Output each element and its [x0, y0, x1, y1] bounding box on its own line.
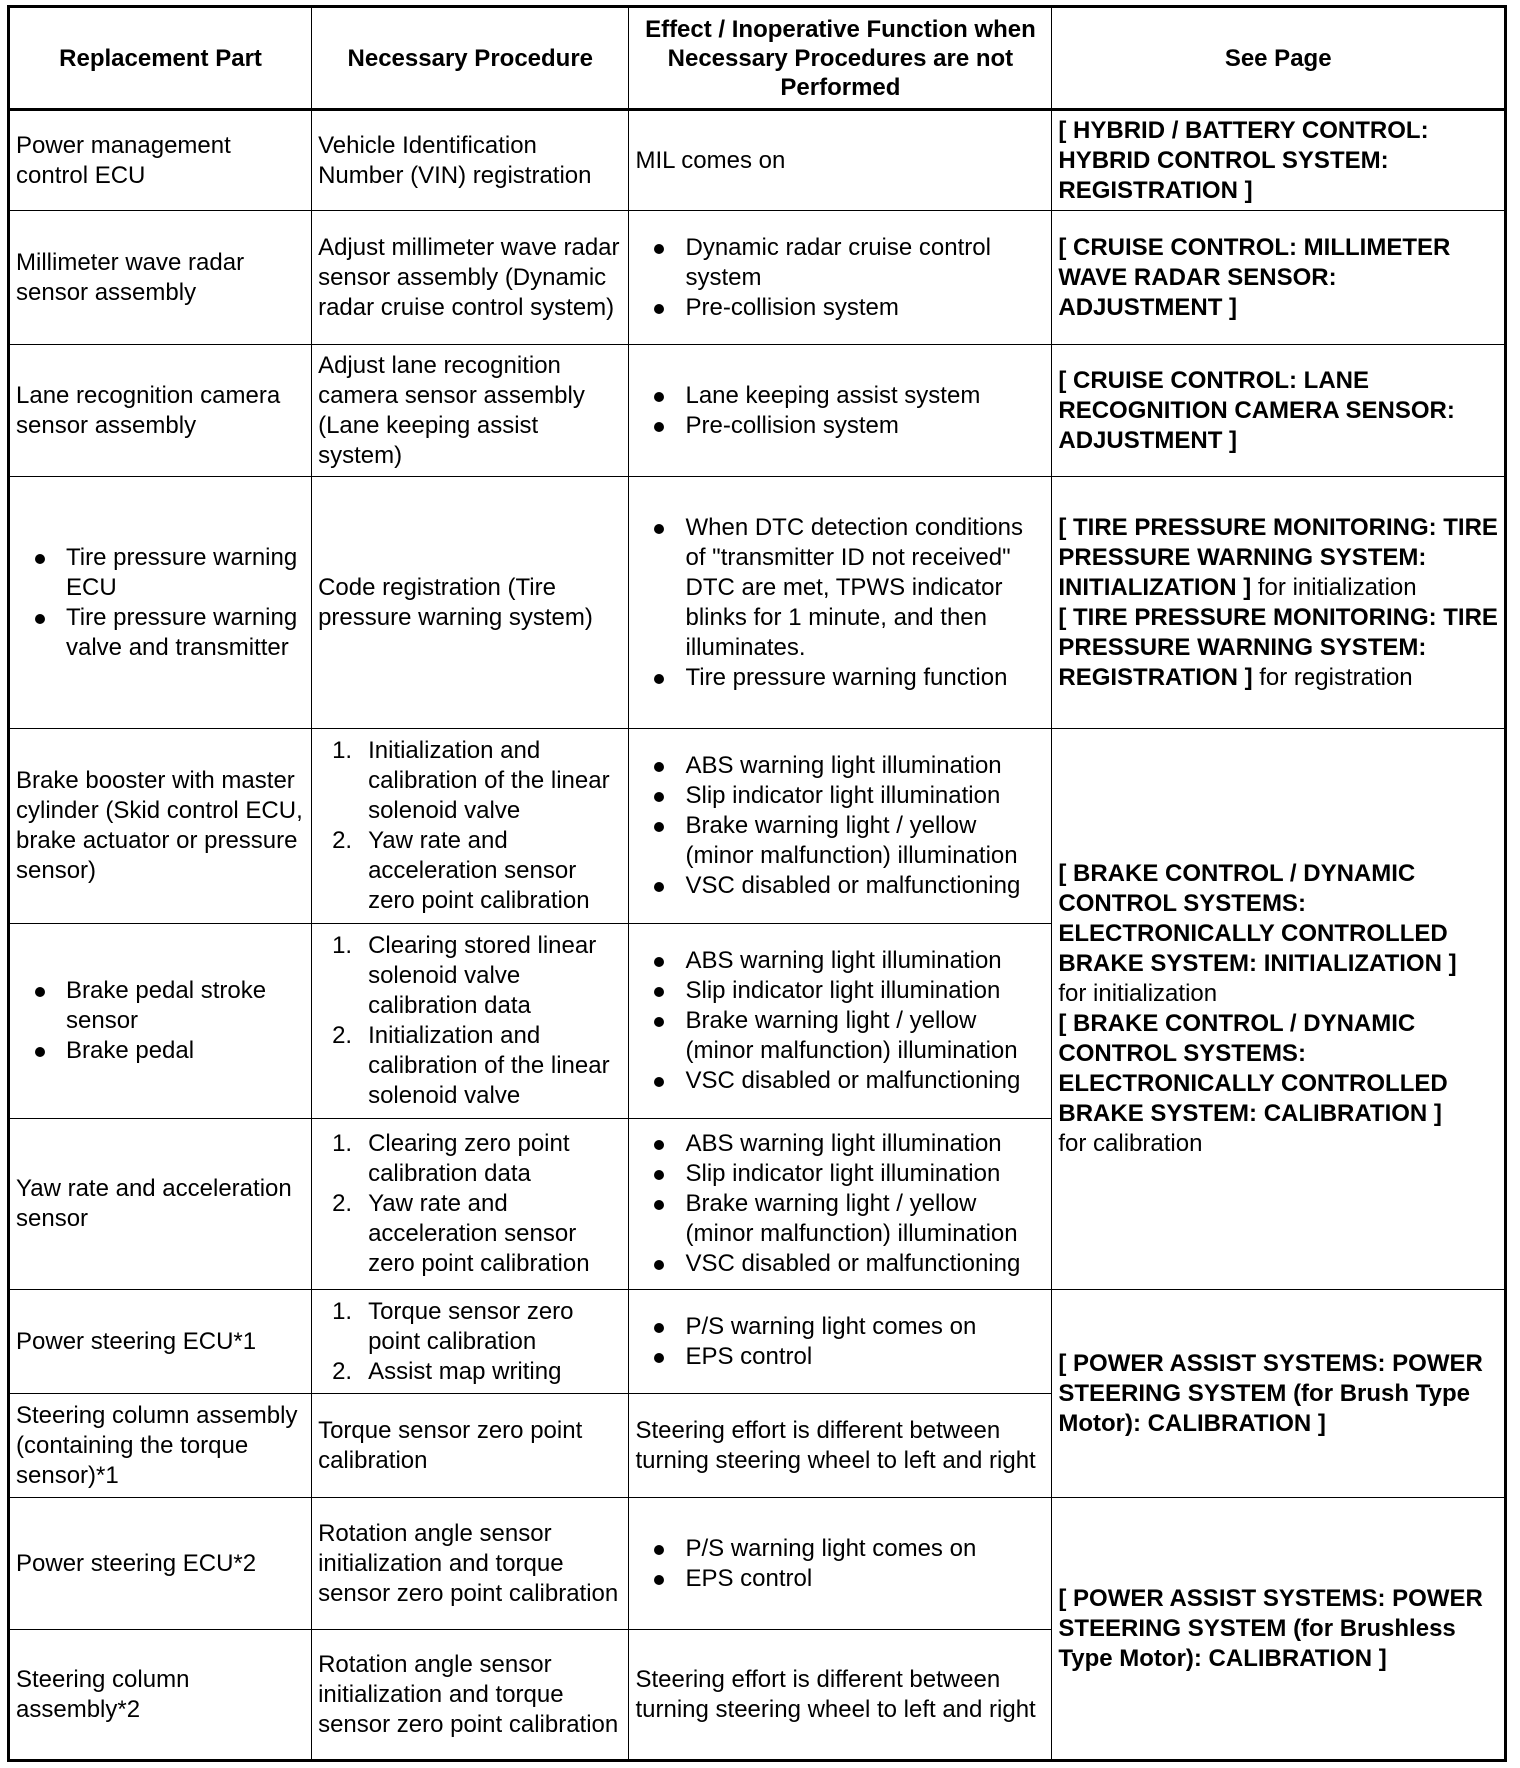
part-item: Brake pedal stroke sensor [16, 976, 305, 1036]
procedure-step: 2. Initialization and calibration of the linear solenoid valve [332, 1022, 610, 1109]
procedure-step: 1. Clearing zero point calibration data [332, 1130, 570, 1187]
effect-item: EPS control [635, 1342, 1045, 1372]
effect-item: When DTC detection conditions of "transmitter ID not received" DTC are met, TPWS indicator blinks for 1 minute, and then illuminates. [635, 513, 1045, 663]
header-replacement-part: Replacement Part [9, 7, 312, 110]
see-page-reference: [ POWER ASSIST SYSTEMS: POWER STEERING SYSTEM (for Brush Type Motor): CALIBRATION ] [1058, 1349, 1483, 1437]
procedure-step: 2. Assist map writing [332, 1357, 562, 1385]
part-item: Tire pressure warning ECU [16, 543, 305, 603]
effect-item: ABS warning light illumination [635, 751, 1045, 781]
cell-effect [629, 477, 1052, 729]
effect-item: Dynamic radar cruise control system [635, 233, 1045, 293]
effect-item: Brake warning light / yellow (minor malfunction) illumination [635, 1006, 1045, 1066]
cell-effect: MIL comes on [629, 110, 1052, 211]
cell-procedure: Torque sensor zero point calibration [312, 1394, 629, 1498]
cell-effect [629, 345, 1052, 477]
procedure-step: 1. Initialization and calibration of the linear solenoid valve [332, 737, 610, 824]
cell-procedure: Rotation angle sensor initialization and torque sensor zero point calibration [312, 1498, 629, 1630]
see-page-reference: [ POWER ASSIST SYSTEMS: POWER STEERING SYSTEM (for Brushless Type Motor): CALIBRATION ] [1058, 1584, 1483, 1672]
see-page-reference: [ HYBRID / BATTERY CONTROL: HYBRID CONTROL SYSTEM: REGISTRATION ] [1058, 116, 1429, 204]
header-effect: Effect / Inoperative Function when Necessary Procedures are not Performed [629, 7, 1052, 110]
see-page-reference: [ TIRE PRESSURE MONITORING: TIRE PRESSURE WARNING SYSTEM: REGISTRATION ] [1058, 603, 1498, 691]
effect-item: EPS control [635, 1564, 1045, 1594]
cell-replacement-part: Brake booster with master cylinder (Skid control ECU, brake actuator or pressure sensor) [9, 729, 312, 924]
cell-replacement-part: Steering column assembly*2 [9, 1630, 312, 1761]
header-see-page: See Page [1052, 7, 1506, 110]
cell-procedure [312, 1290, 629, 1394]
cell-replacement-part: Power management control ECU [9, 110, 312, 211]
procedure-step: 2. Yaw rate and acceleration sensor zero point calibration [332, 1190, 590, 1277]
cell-see-page [1052, 211, 1506, 345]
cell-effect [629, 1290, 1052, 1394]
header-necessary-procedure: Necessary Procedure [312, 7, 629, 110]
cell-replacement-part: Power steering ECU*1 [9, 1290, 312, 1394]
cell-effect [629, 1498, 1052, 1630]
effect-item: Slip indicator light illumination [635, 976, 1045, 1006]
cell-replacement-part [9, 924, 312, 1119]
procedure-step: 1. Clearing stored linear solenoid valve calibration data [332, 932, 597, 1019]
effect-item: VSC disabled or malfunctioning [635, 1066, 1045, 1096]
table-row [9, 1498, 1506, 1630]
cell-effect: Steering effort is different between turning steering wheel to left and right [629, 1630, 1052, 1761]
table-row [9, 345, 1506, 477]
see-page-suffix: for calibration [1058, 1130, 1203, 1157]
cell-see-page [1052, 729, 1506, 1290]
see-page-reference: [ TIRE PRESSURE MONITORING: TIRE PRESSURE WARNING SYSTEM: INITIALIZATION ] [1058, 513, 1498, 601]
effect-item: VSC disabled or malfunctioning [635, 871, 1045, 901]
cell-effect [629, 924, 1052, 1119]
cell-effect: Steering effort is different between turning steering wheel to left and right [629, 1394, 1052, 1498]
see-page-reference: [ CRUISE CONTROL: LANE RECOGNITION CAMERA SENSOR: ADJUSTMENT ] [1058, 366, 1455, 454]
effect-item: Lane keeping assist system [635, 381, 1045, 411]
effect-item: Brake warning light / yellow (minor malfunction) illumination [635, 1189, 1045, 1249]
table-row [9, 211, 1506, 345]
cell-replacement-part: Steering column assembly (containing the torque sensor)*1 [9, 1394, 312, 1498]
cell-replacement-part: Millimeter wave radar sensor assembly [9, 211, 312, 345]
table-row [9, 1290, 1506, 1394]
cell-procedure: Adjust lane recognition camera sensor assembly (Lane keeping assist system) [312, 345, 629, 477]
cell-see-page [1052, 1498, 1506, 1761]
table-row [9, 477, 1506, 729]
cell-procedure: Code registration (Tire pressure warning system) [312, 477, 629, 729]
see-page-suffix: for initialization [1058, 980, 1218, 1007]
effect-item: P/S warning light comes on [635, 1312, 1045, 1342]
cell-see-page [1052, 110, 1506, 211]
table-row [9, 110, 1506, 211]
cell-procedure: Rotation angle sensor initialization and torque sensor zero point calibration [312, 1630, 629, 1761]
cell-replacement-part: Lane recognition camera sensor assembly [9, 345, 312, 477]
cell-effect [629, 729, 1052, 924]
effect-item: ABS warning light illumination [635, 946, 1045, 976]
cell-see-page [1052, 477, 1506, 729]
see-page-reference: [ CRUISE CONTROL: MILLIMETER WAVE RADAR SENSOR: ADJUSTMENT ] [1058, 233, 1451, 321]
see-page-suffix: for registration [1252, 663, 1413, 691]
effect-item: Slip indicator light illumination [635, 781, 1045, 811]
see-page-reference: [ BRAKE CONTROL / DYNAMIC CONTROL SYSTEMS: ELECTRONICALLY CONTROLLED BRAKE SYSTEM: INITIALIZATION ] [1058, 860, 1457, 977]
effect-item: P/S warning light comes on [635, 1534, 1045, 1564]
cell-procedure [312, 729, 629, 924]
cell-replacement-part [9, 477, 312, 729]
cell-replacement-part: Power steering ECU*2 [9, 1498, 312, 1630]
see-page-suffix: for initialization [1251, 573, 1417, 601]
see-page-reference: [ BRAKE CONTROL / DYNAMIC CONTROL SYSTEMS: ELECTRONICALLY CONTROLLED BRAKE SYSTEM: CALIBRATION ] [1058, 1010, 1448, 1127]
effect-item: Brake warning light / yellow (minor malfunction) illumination [635, 811, 1045, 871]
cell-effect [629, 211, 1052, 345]
table-row [9, 729, 1506, 924]
effect-item: Tire pressure warning function [635, 663, 1045, 693]
part-item: Tire pressure warning valve and transmitter [16, 603, 305, 663]
effect-item: Slip indicator light illumination [635, 1159, 1045, 1189]
procedure-step: 1. Torque sensor zero point calibration [332, 1297, 574, 1355]
cell-effect [629, 1119, 1052, 1290]
effect-item: Pre-collision system [635, 293, 1045, 323]
table-header-row [9, 7, 1506, 110]
cell-see-page [1052, 345, 1506, 477]
cell-procedure: Adjust millimeter wave radar sensor assembly (Dynamic radar cruise control system) [312, 211, 629, 345]
cell-procedure [312, 924, 629, 1119]
effect-item: Pre-collision system [635, 411, 1045, 441]
replacement-procedure-table [7, 5, 1507, 1762]
cell-procedure: Vehicle Identification Number (VIN) registration [312, 110, 629, 211]
cell-procedure [312, 1119, 629, 1290]
part-item: Brake pedal [16, 1036, 305, 1066]
procedure-step: 2. Yaw rate and acceleration sensor zero point calibration [332, 827, 590, 914]
effect-item: VSC disabled or malfunctioning [635, 1249, 1045, 1279]
cell-replacement-part: Yaw rate and acceleration sensor [9, 1119, 312, 1290]
effect-item: ABS warning light illumination [635, 1129, 1045, 1159]
cell-see-page [1052, 1290, 1506, 1498]
